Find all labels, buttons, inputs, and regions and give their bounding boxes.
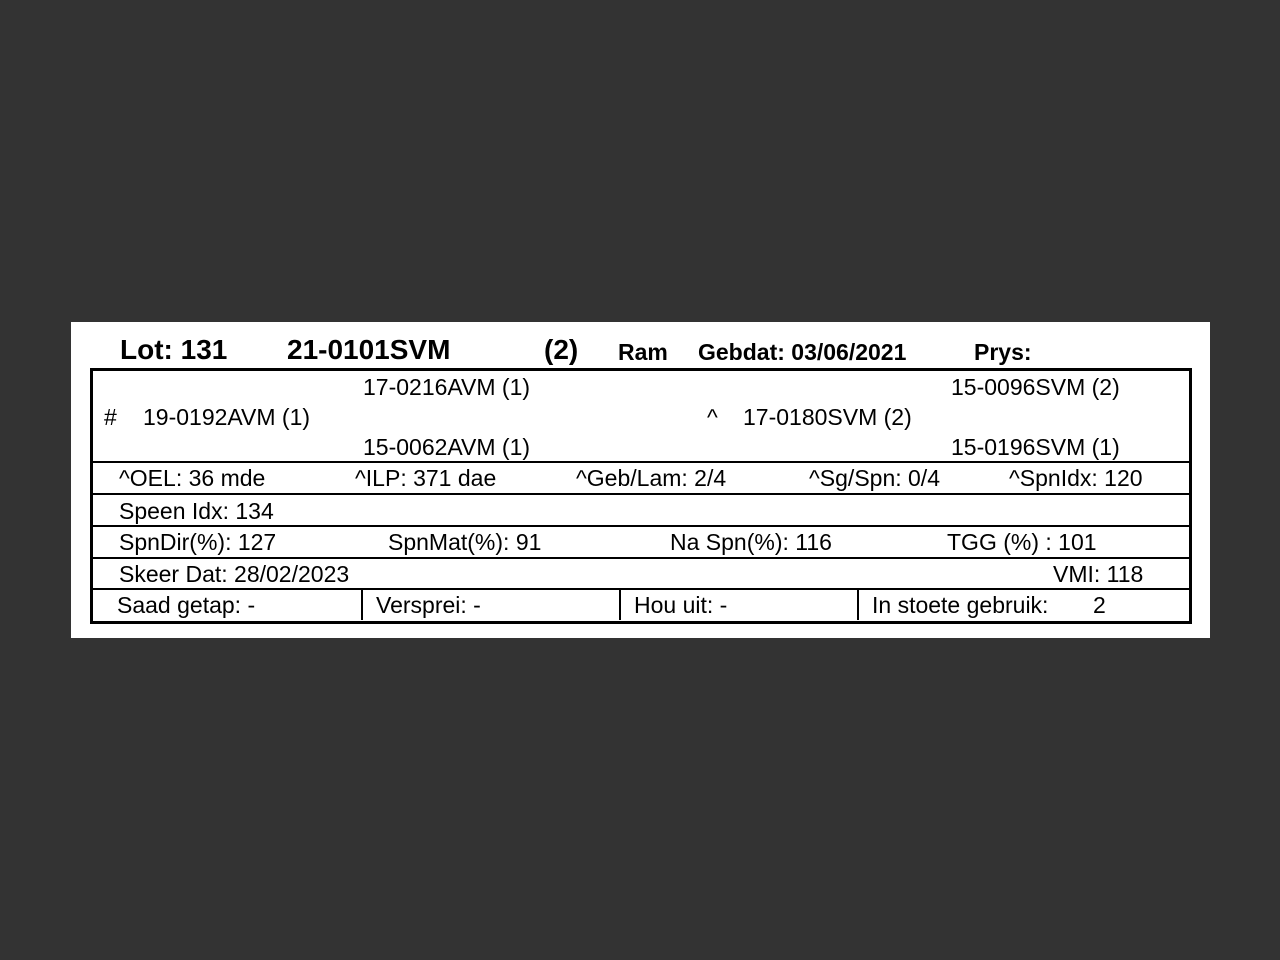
animal-sex: Ram	[618, 339, 668, 365]
row-divider	[90, 493, 1189, 495]
dam-oel: ^OEL: 36 mde	[119, 465, 266, 491]
speen-idx: Speen Idx: 134	[119, 498, 274, 524]
na-spn: Na Spn(%): 116	[670, 529, 832, 555]
sire-marker: #	[104, 404, 117, 430]
dam-spn-idx: ^SpnIdx: 120	[1009, 465, 1143, 491]
tgg: TGG (%) : 101	[947, 529, 1097, 555]
lot-number: Lot: 131	[120, 334, 228, 365]
spread: Versprei: -	[376, 592, 481, 618]
dam-ilp: ^ILP: 371 dae	[355, 465, 497, 491]
sire: 19-0192AVM (1)	[143, 404, 311, 430]
column-divider	[361, 589, 363, 620]
price-label: Prys:	[974, 339, 1032, 365]
dam: 17-0180SVM (2)	[743, 404, 912, 430]
dam-geb-lam: ^Geb/Lam: 2/4	[576, 465, 727, 491]
row-divider	[90, 525, 1189, 527]
spn-dir: SpnDir(%): 127	[119, 529, 277, 555]
birth-date: Gebdat: 03/06/2021	[698, 339, 907, 365]
vmi: VMI: 118	[1053, 561, 1144, 587]
column-divider	[857, 589, 859, 620]
dam-dam: 15-0196SVM (1)	[951, 434, 1120, 460]
retain: Hou uit: -	[634, 592, 728, 618]
row-divider	[90, 557, 1189, 559]
sire-sire: 17-0216AVM (1)	[363, 374, 531, 400]
dam-sg-spn: ^Sg/Spn: 0/4	[809, 465, 940, 491]
shear-date: Skeer Dat: 28/02/2023	[119, 561, 350, 587]
in-use-label: In stoete gebruik:	[872, 592, 1049, 618]
animal-count: (2)	[544, 334, 579, 365]
dam-marker: ^	[707, 404, 718, 430]
animal-id: 21-0101SVM	[287, 334, 451, 365]
lot-card	[71, 322, 1210, 638]
column-divider	[619, 589, 621, 620]
row-divider	[90, 588, 1189, 590]
in-use-value: 2	[1093, 592, 1106, 618]
spn-mat: SpnMat(%): 91	[388, 529, 542, 555]
semen-collected: Saad getap: -	[117, 592, 256, 618]
dam-sire: 15-0096SVM (2)	[951, 374, 1120, 400]
sire-dam: 15-0062AVM (1)	[363, 434, 531, 460]
row-divider	[90, 461, 1189, 463]
